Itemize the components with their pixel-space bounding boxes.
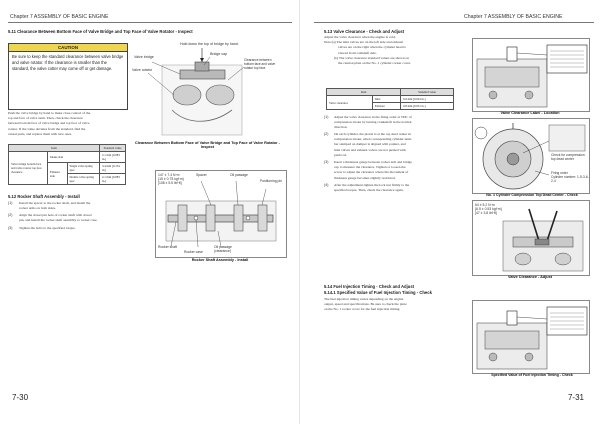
injection-plate-drawing <box>473 301 589 373</box>
label-location-drawing <box>473 39 589 111</box>
callout-valve-rotator: Valve rotator <box>132 68 153 72</box>
intro-paragraph: Adjust the valve clearance when the engine is cold. Note:(a) The inlet valves are on the left side and exhaust valves are on the right when the cylinder head is viewed from camshaft side. (b) The valve clearance standard values are shown on the caution plate on the No. 1 cylinder rocker cover. <box>324 35 411 66</box>
callout-clearance: Clearance between bottom face and valve rotator top face <box>244 58 276 70</box>
figure-caption-tdc: No. 1 Cylinder Compression Top Dead Center - Check <box>486 193 578 197</box>
callout-cylinder-number: Cylinder number: 1-5-3-6-2-4 <box>551 175 589 183</box>
section-title: 5.13 Valve Clearance - Check and Adjust <box>324 29 405 34</box>
fuel-injection-paragraph: The fuel injection timing varies depending on the engine output, speed and specifications. Be sure to check the plate on the No. 1 rocker cover for the fuel injection timing. <box>324 297 407 312</box>
callout-positioning-pin: Positioning pin <box>260 179 283 183</box>
figure-caption-label: Valve Clearance Label - Location <box>500 111 560 115</box>
callout-firing-order: Firing order <box>551 171 568 175</box>
section-title-3: 5.14.1 Specified Value of Fuel Injection Timing - Check <box>324 290 432 295</box>
valve-bridge-drawing <box>132 40 282 140</box>
figure-caption-adjust: Valve Clearance - Adjust <box>508 275 552 279</box>
right-page: Chapter 7 ASSEMBLY OF BASIC ENGINE 5.13 Valve Clearance - Check and Adjust Adjust the valve clearance when the engine is cold. Note:(a) The inlet valves are on the left side and exhaust valves are on the right when the cylinder head is viewed from camshaft side. (b) The valve clearance standard values are shown on the caution plate on the No. 1 cylinder rocker cover. Item Standard value Valve clearance Inlet 0.6 mm [0.024 in.] Exhaust 0.8 mm [0.031 in.] (1) Adjust the valve clearance in the firing order at TDC of compression stroke by turning crankshaft in the normal direction. (2) On each cylinder, the piston is at the top dead center in compression stroke, when corresponding cylinder num- ber stamped on damper is aligned with pointer, and inlet valves and exhaust valves are not pushed with push rod. (3) Insert a thickness gauge between rocker arm and bridge cap to measure the clearance. Tighten or loosen the screw to adjust the clearance where the movement of thickness gauge becomes slightly restricted. (4) After the adjustment tighten the lock nut firmly to the specified torque. Then, check the clearance again. Valve Clearance Label - Location Check for compression top dead center Firing order Cylinder number: 1-5-3-6-2-4 No. 1 Cylinder Compression Top Dead Center - Check 64 ± 5.2 N·m {6.5 ± 0.53 kgf·m} [47 ± 3.8 lbf·ft] Valve Clearance - Adjust 5.14 Fuel Injection Timing - Check and Adjust 5.14.1 Specified Value of Fuel Injection Timing - Check The fuel injection timing varies depending on the engine output, speed and specifications. Be sure to check the plate on the No. 1 rocker cover for the fuel injection timing. Specified Value of Fuel Injection Timing - Check 7-31 <box>300 0 600 424</box>
table-row: Double valve spring spec 2.1 mm [0.083 in.] <box>9 174 126 185</box>
left-page: Chapter 7 ASSEMBLY OF BASIC ENGINE 5.11 Clearance Between Bottom Face of Valve Bridge and Top Face of Valve Rotator - Inspect CAUTION Be sure to keep the standard clearance between valve bridge and valve rotator. If the clearance is smaller than the standard, the valve cotter may come off or get damage. Push the valve bridge by hand to make close contact of the top and face of valve stem. Then, check the clearance between bottom face of valve bridge and top face of valve rotator. If the value deviates from the standard, find the causal parts, and replace them with new ones. Hold down the top of bridge by hand. Valve bridge Bridge cap Valve rotator Clearance between bottom face and valve rotator top face Clearance Between Bottom Face of Valve Bridge and Top Face of Valve Rotator - Inspect Item Standard value Valve bridge bottom face and valve rotator top face clearance Intake side 2.1 mm [0.083 in.] Exhaust side Single valve spring spec 3.4 mm [0.134 in.] Double valve spring spec 2.1 mm [0.083 in.] 5.12 Rocker Shaft Assembly - Install (1) Install the spacer to the rocker shaft, and install the rocker arms on both sides. (2) Align the dowel pin hole of rocker shaft with dowel pin, and install the rocker shaft assembly to rocker case. (3) Tighten the bolts to the specified torque. 147 ± 7.4 N·m {15 ± 0.75 kgf·m} [108 ± 5.5 lbf·ft] Spacer Oil passage Positioning pin Rocker shaft Rocker case Oil passage (clearance) Rocker Shaft Assembly - Install 7-30 <box>0 0 300 424</box>
page-number-left: 7-30 <box>12 393 29 402</box>
callout-valve-bridge: Valve bridge <box>134 55 154 59</box>
section-title-2: 5.14 Fuel Injection Timing - Check and Adjust <box>324 284 415 289</box>
chapter-header: Chapter 7 ASSEMBLY OF BASIC ENGINE <box>10 14 109 20</box>
valve-clearance-table <box>326 88 454 110</box>
valve-adjust-figure <box>472 200 590 276</box>
clearance-table <box>8 144 126 185</box>
table-row: Valve clearance Inlet 0.6 mm [0.024 in.] <box>327 96 454 103</box>
callout-oil-clearance: Oil passage (clearance) <box>214 245 232 253</box>
callout-oil-passage: Oil passage <box>230 173 248 177</box>
callout-hold: Hold down the top of bridge by hand. <box>180 42 239 46</box>
table-row: Exhaust 0.8 mm [0.031 in.] <box>327 103 454 110</box>
callout-spacer: Spacer <box>196 173 207 177</box>
figure-caption-2: Rocker Shaft Assembly - Install <box>191 258 249 262</box>
table-header-item: Item <box>9 145 100 152</box>
injection-timing-figure <box>472 300 590 374</box>
caution-header: CAUTION <box>9 44 127 52</box>
callout-bridge-cap: Bridge cap <box>210 52 228 56</box>
callout-check-tdc: Check for compression top dead center <box>551 153 585 161</box>
caution-box <box>8 43 128 110</box>
caution-body: Be sure to keep the standard clearance between valve bridge and valve rotator. If the clearance is smaller than the standard, the valve cotter may come off or get damage. <box>12 54 124 72</box>
table-header-standard: Standard value <box>100 145 126 152</box>
table-header-item: Item <box>327 89 401 96</box>
figure-caption-1: Clearance Between Bottom Face of Valve Bridge and Top Face of Valve Rotator - Inspect <box>135 141 280 149</box>
callout-rocker-case: Rocker case <box>184 250 203 254</box>
tdc-check-figure <box>472 118 590 194</box>
section-title-2: 5.12 Rocker Shaft Assembly - Install <box>8 194 80 199</box>
page-number-right: 7-31 <box>567 393 584 402</box>
adjust-torque-label: 64 ± 5.2 N·m {6.5 ± 0.53 kgf·m} [47 ± 3.8 lbf·ft] <box>475 203 502 216</box>
body-paragraph: Push the valve bridge by hand to make close contact of the top and face of valve stem. Then, check the clearance between bottom face of valve bridge and top face of valve rotator. If the value deviates from the standard, find the causal parts, and replace them with new ones. <box>8 111 91 136</box>
section-title: 5.11 Clearance Between Bottom Face of Valve Bridge and Top Face of Valve Rotator - Inspect <box>8 29 193 34</box>
valve-clearance-label-figure <box>472 38 590 112</box>
table-row: Exhaust side Single valve spring spec 3.4 mm [0.134 in.] <box>9 163 126 174</box>
header-rule <box>8 22 292 23</box>
valve-bridge-figure <box>132 40 282 140</box>
header-rule <box>314 22 594 23</box>
table-row: Valve bridge bottom face and valve rotator top face clearance Intake side 2.1 mm [0.083 in.] <box>9 152 126 163</box>
figure-caption-injection: Specified Value of Fuel Injection Timing - Check <box>491 373 573 377</box>
callout-rocker-shaft: Rocker shaft <box>158 245 178 249</box>
chapter-header: Chapter 7 ASSEMBLY OF BASIC ENGINE <box>464 14 563 20</box>
table-header-standard: Standard value <box>401 89 454 96</box>
rocker-torque-label: 147 ± 7.4 N·m {15 ± 0.75 kgf·m} [108 ± 5.5 lbf·ft] <box>158 173 184 186</box>
rocker-shaft-figure <box>155 170 287 258</box>
